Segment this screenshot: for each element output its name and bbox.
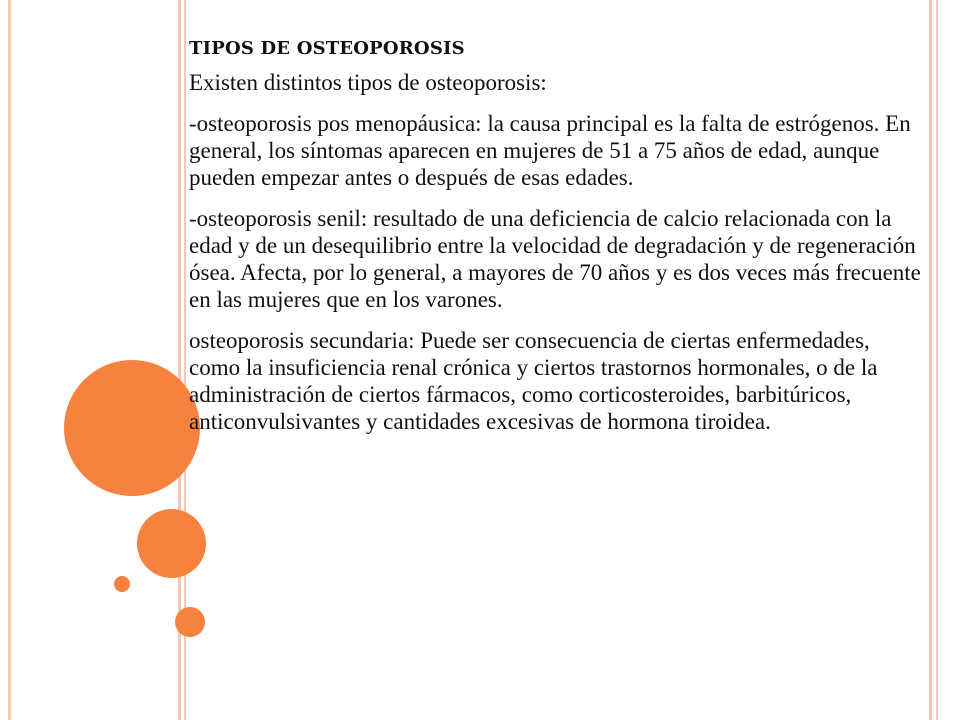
slide-title: TIPOS DE OSTEOPOROSIS xyxy=(189,38,465,59)
decorative-circle-medium xyxy=(137,509,206,578)
intro-text: Existen distintos tipos de osteoporosis: xyxy=(189,70,547,95)
decorative-circle-small xyxy=(114,576,130,592)
slide-content xyxy=(189,38,924,449)
decorative-line-right-1 xyxy=(929,0,932,720)
paragraph-secondary: osteoporosis secundaria: Puede ser consecuencia de ciertas enfermedades, como la insuficiencia renal crónica y ciertos trastornos hormonales, o de la administración de ciertos fármacos, como corticosteroides, barbitúricos, anticonvulsivantes y cantidades excesivas de hormona tiroidea. xyxy=(189,328,878,434)
decorative-circle-small-2 xyxy=(175,607,205,637)
paragraph-senile: -osteoporosis senil: resultado de una deficiencia de calcio relacionada con la edad y de un desequilibrio entre la velocidad de degradación y de regeneración ósea. Afecta, por lo general, a mayores de 70 años y es dos veces más frecuente en las mujeres que en los varones. xyxy=(189,206,921,312)
decorative-line-right-2 xyxy=(936,0,938,720)
decorative-circle-large xyxy=(64,360,200,496)
paragraph-postmenopausal: -osteoporosis pos menopáusica: la causa principal es la falta de estrógenos. En general, los síntomas aparecen en mujeres de 51 a 75 años de edad, aunque pueden empezar antes o después de esas edades. xyxy=(189,111,911,190)
decorative-line-left-outer xyxy=(8,0,11,720)
